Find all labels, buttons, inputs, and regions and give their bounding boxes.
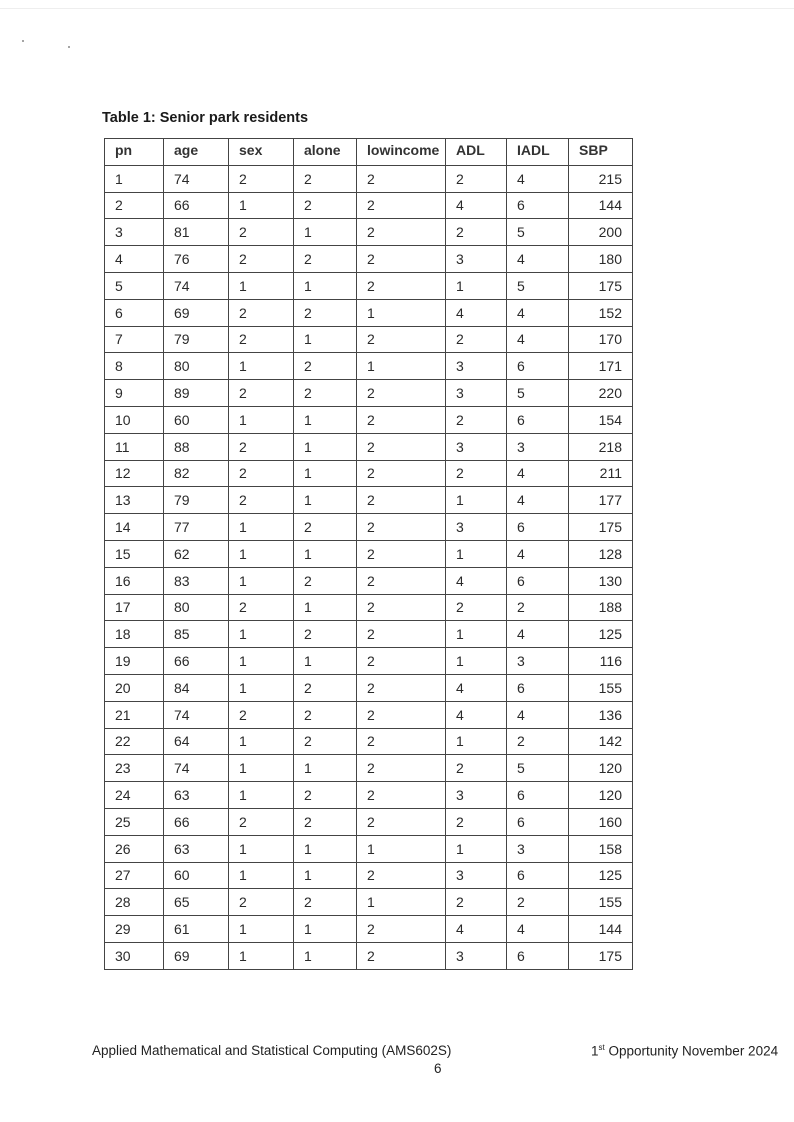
cell-lowincome: 1 xyxy=(357,835,446,862)
cell-lowincome: 2 xyxy=(357,326,446,353)
table-row xyxy=(105,621,633,648)
cell-sbp: 220 xyxy=(569,380,633,407)
cell-sex: 2 xyxy=(229,165,294,192)
table-row xyxy=(105,326,633,353)
cell-sex: 2 xyxy=(229,433,294,460)
cell-pn: 11 xyxy=(105,433,164,460)
cell-age: 77 xyxy=(164,514,229,541)
cell-adl: 1 xyxy=(446,621,507,648)
cell-sbp: 188 xyxy=(569,594,633,621)
cell-sbp: 152 xyxy=(569,299,633,326)
cell-adl: 1 xyxy=(446,728,507,755)
cell-alone: 1 xyxy=(294,433,357,460)
cell-sbp: 200 xyxy=(569,219,633,246)
table-row xyxy=(105,728,633,755)
cell-sbp: 155 xyxy=(569,674,633,701)
cell-age: 66 xyxy=(164,808,229,835)
cell-sex: 1 xyxy=(229,353,294,380)
cell-alone: 1 xyxy=(294,460,357,487)
table-row xyxy=(105,514,633,541)
cell-age: 60 xyxy=(164,862,229,889)
cell-alone: 1 xyxy=(294,406,357,433)
cell-pn: 13 xyxy=(105,487,164,514)
cell-pn: 24 xyxy=(105,782,164,809)
cell-age: 81 xyxy=(164,219,229,246)
cell-adl: 4 xyxy=(446,674,507,701)
cell-sbp: 177 xyxy=(569,487,633,514)
cell-sex: 1 xyxy=(229,862,294,889)
cell-iadl: 4 xyxy=(507,165,569,192)
cell-lowincome: 2 xyxy=(357,540,446,567)
cell-age: 69 xyxy=(164,299,229,326)
cell-age: 74 xyxy=(164,701,229,728)
cell-alone: 2 xyxy=(294,299,357,326)
cell-lowincome: 2 xyxy=(357,246,446,273)
cell-alone: 2 xyxy=(294,380,357,407)
cell-lowincome: 2 xyxy=(357,219,446,246)
cell-lowincome: 2 xyxy=(357,567,446,594)
cell-lowincome: 2 xyxy=(357,916,446,943)
table-row xyxy=(105,460,633,487)
cell-age: 64 xyxy=(164,728,229,755)
cell-sex: 1 xyxy=(229,567,294,594)
cell-iadl: 4 xyxy=(507,487,569,514)
table-row xyxy=(105,487,633,514)
cell-adl: 2 xyxy=(446,755,507,782)
cell-lowincome: 2 xyxy=(357,594,446,621)
cell-age: 69 xyxy=(164,942,229,969)
cell-age: 76 xyxy=(164,246,229,273)
table-caption: Table 1: Senior park residents xyxy=(102,110,309,126)
cell-lowincome: 2 xyxy=(357,406,446,433)
cell-pn: 2 xyxy=(105,192,164,219)
cell-sbp: 130 xyxy=(569,567,633,594)
table-row xyxy=(105,353,633,380)
table-row xyxy=(105,648,633,675)
cell-sbp: 215 xyxy=(569,165,633,192)
cell-sbp: 144 xyxy=(569,916,633,943)
cell-lowincome: 2 xyxy=(357,460,446,487)
cell-sbp: 175 xyxy=(569,272,633,299)
cell-lowincome: 2 xyxy=(357,433,446,460)
cell-lowincome: 2 xyxy=(357,514,446,541)
cell-alone: 2 xyxy=(294,246,357,273)
cell-adl: 4 xyxy=(446,916,507,943)
cell-lowincome: 2 xyxy=(357,808,446,835)
column-header-adl: ADL xyxy=(446,139,507,166)
cell-iadl: 6 xyxy=(507,514,569,541)
cell-iadl: 3 xyxy=(507,835,569,862)
cell-sbp: 160 xyxy=(569,808,633,835)
cell-pn: 8 xyxy=(105,353,164,380)
cell-lowincome: 1 xyxy=(357,353,446,380)
cell-pn: 3 xyxy=(105,219,164,246)
cell-lowincome: 2 xyxy=(357,782,446,809)
cell-iadl: 2 xyxy=(507,728,569,755)
cell-iadl: 6 xyxy=(507,567,569,594)
table-header-row xyxy=(105,139,633,166)
cell-alone: 1 xyxy=(294,755,357,782)
cell-iadl: 5 xyxy=(507,380,569,407)
cell-age: 83 xyxy=(164,567,229,594)
table-row xyxy=(105,192,633,219)
cell-pn: 9 xyxy=(105,380,164,407)
cell-sbp: 125 xyxy=(569,621,633,648)
cell-lowincome: 2 xyxy=(357,674,446,701)
cell-iadl: 5 xyxy=(507,755,569,782)
cell-pn: 25 xyxy=(105,808,164,835)
cell-age: 63 xyxy=(164,782,229,809)
cell-sex: 1 xyxy=(229,540,294,567)
cell-pn: 5 xyxy=(105,272,164,299)
cell-lowincome: 1 xyxy=(357,889,446,916)
cell-alone: 2 xyxy=(294,353,357,380)
cell-sex: 1 xyxy=(229,782,294,809)
cell-sbp: 120 xyxy=(569,755,633,782)
cell-sex: 2 xyxy=(229,246,294,273)
cell-iadl: 4 xyxy=(507,326,569,353)
cell-sbp: 180 xyxy=(569,246,633,273)
cell-pn: 16 xyxy=(105,567,164,594)
table-row xyxy=(105,433,633,460)
cell-iadl: 3 xyxy=(507,433,569,460)
cell-sbp: 170 xyxy=(569,326,633,353)
cell-age: 66 xyxy=(164,192,229,219)
cell-lowincome: 2 xyxy=(357,487,446,514)
cell-iadl: 4 xyxy=(507,916,569,943)
cell-iadl: 6 xyxy=(507,406,569,433)
cell-pn: 17 xyxy=(105,594,164,621)
cell-iadl: 6 xyxy=(507,862,569,889)
cell-pn: 20 xyxy=(105,674,164,701)
cell-adl: 3 xyxy=(446,942,507,969)
table-row xyxy=(105,701,633,728)
cell-alone: 2 xyxy=(294,782,357,809)
cell-pn: 26 xyxy=(105,835,164,862)
cell-adl: 2 xyxy=(446,165,507,192)
cell-alone: 1 xyxy=(294,272,357,299)
cell-age: 60 xyxy=(164,406,229,433)
table-row xyxy=(105,674,633,701)
cell-adl: 2 xyxy=(446,460,507,487)
cell-sex: 2 xyxy=(229,594,294,621)
column-header-iadl: IADL xyxy=(507,139,569,166)
cell-lowincome: 2 xyxy=(357,621,446,648)
cell-iadl: 4 xyxy=(507,621,569,648)
cell-pn: 18 xyxy=(105,621,164,648)
cell-iadl: 5 xyxy=(507,272,569,299)
cell-sex: 1 xyxy=(229,272,294,299)
cell-sex: 1 xyxy=(229,648,294,675)
cell-pn: 22 xyxy=(105,728,164,755)
page-number: 6 xyxy=(434,1061,442,1076)
opportunity-text: Opportunity November 2024 xyxy=(604,1043,779,1059)
cell-adl: 3 xyxy=(446,433,507,460)
table-row xyxy=(105,567,633,594)
cell-sex: 2 xyxy=(229,219,294,246)
cell-adl: 3 xyxy=(446,514,507,541)
cell-lowincome: 2 xyxy=(357,728,446,755)
cell-age: 80 xyxy=(164,353,229,380)
table-row xyxy=(105,272,633,299)
cell-iadl: 6 xyxy=(507,942,569,969)
cell-iadl: 2 xyxy=(507,594,569,621)
table-row xyxy=(105,406,633,433)
cell-iadl: 6 xyxy=(507,782,569,809)
scan-speck xyxy=(68,46,70,48)
cell-sbp: 155 xyxy=(569,889,633,916)
cell-lowincome: 2 xyxy=(357,192,446,219)
cell-age: 61 xyxy=(164,916,229,943)
cell-sex: 2 xyxy=(229,808,294,835)
column-header-sbp: SBP xyxy=(569,139,633,166)
cell-alone: 1 xyxy=(294,540,357,567)
scan-edge-line xyxy=(0,8,794,9)
cell-lowincome: 2 xyxy=(357,165,446,192)
cell-age: 74 xyxy=(164,755,229,782)
cell-adl: 2 xyxy=(446,889,507,916)
cell-adl: 1 xyxy=(446,835,507,862)
cell-sbp: 136 xyxy=(569,701,633,728)
cell-adl: 1 xyxy=(446,648,507,675)
cell-age: 82 xyxy=(164,460,229,487)
cell-lowincome: 2 xyxy=(357,380,446,407)
cell-iadl: 6 xyxy=(507,353,569,380)
cell-adl: 1 xyxy=(446,540,507,567)
cell-iadl: 3 xyxy=(507,648,569,675)
cell-adl: 2 xyxy=(446,594,507,621)
cell-pn: 27 xyxy=(105,862,164,889)
table-row xyxy=(105,808,633,835)
cell-lowincome: 2 xyxy=(357,942,446,969)
cell-sex: 1 xyxy=(229,942,294,969)
cell-sex: 1 xyxy=(229,728,294,755)
column-header-age: age xyxy=(164,139,229,166)
cell-iadl: 6 xyxy=(507,674,569,701)
cell-lowincome: 2 xyxy=(357,272,446,299)
cell-sex: 2 xyxy=(229,701,294,728)
cell-adl: 2 xyxy=(446,219,507,246)
cell-alone: 2 xyxy=(294,514,357,541)
cell-adl: 4 xyxy=(446,192,507,219)
cell-sbp: 120 xyxy=(569,782,633,809)
cell-iadl: 4 xyxy=(507,460,569,487)
cell-pn: 6 xyxy=(105,299,164,326)
cell-iadl: 6 xyxy=(507,192,569,219)
cell-lowincome: 2 xyxy=(357,755,446,782)
cell-sex: 1 xyxy=(229,835,294,862)
cell-pn: 1 xyxy=(105,165,164,192)
cell-alone: 2 xyxy=(294,701,357,728)
cell-alone: 2 xyxy=(294,808,357,835)
table-row xyxy=(105,165,633,192)
cell-alone: 2 xyxy=(294,567,357,594)
cell-age: 85 xyxy=(164,621,229,648)
cell-alone: 1 xyxy=(294,487,357,514)
table-row xyxy=(105,540,633,567)
cell-pn: 7 xyxy=(105,326,164,353)
column-header-pn: pn xyxy=(105,139,164,166)
cell-pn: 19 xyxy=(105,648,164,675)
footer-opportunity xyxy=(591,1043,794,1059)
cell-sex: 1 xyxy=(229,755,294,782)
cell-age: 79 xyxy=(164,487,229,514)
cell-lowincome: 1 xyxy=(357,299,446,326)
cell-adl: 2 xyxy=(446,406,507,433)
cell-pn: 28 xyxy=(105,889,164,916)
senior-park-residents-table xyxy=(104,138,633,970)
cell-sbp: 125 xyxy=(569,862,633,889)
cell-iadl: 4 xyxy=(507,246,569,273)
cell-sex: 1 xyxy=(229,621,294,648)
cell-adl: 2 xyxy=(446,808,507,835)
cell-alone: 1 xyxy=(294,862,357,889)
cell-age: 65 xyxy=(164,889,229,916)
cell-adl: 1 xyxy=(446,272,507,299)
cell-pn: 4 xyxy=(105,246,164,273)
table-row xyxy=(105,916,633,943)
cell-alone: 1 xyxy=(294,648,357,675)
table-row xyxy=(105,782,633,809)
column-header-sex: sex xyxy=(229,139,294,166)
cell-sex: 2 xyxy=(229,299,294,326)
cell-sbp: 154 xyxy=(569,406,633,433)
cell-alone: 2 xyxy=(294,165,357,192)
cell-age: 84 xyxy=(164,674,229,701)
table-row xyxy=(105,299,633,326)
cell-pn: 30 xyxy=(105,942,164,969)
cell-iadl: 4 xyxy=(507,540,569,567)
cell-sbp: 218 xyxy=(569,433,633,460)
cell-alone: 1 xyxy=(294,916,357,943)
cell-sex: 1 xyxy=(229,192,294,219)
cell-sbp: 142 xyxy=(569,728,633,755)
cell-pn: 10 xyxy=(105,406,164,433)
cell-pn: 14 xyxy=(105,514,164,541)
cell-lowincome: 2 xyxy=(357,862,446,889)
cell-sex: 2 xyxy=(229,380,294,407)
cell-adl: 4 xyxy=(446,567,507,594)
table-row xyxy=(105,889,633,916)
cell-sbp: 175 xyxy=(569,514,633,541)
cell-sbp: 211 xyxy=(569,460,633,487)
cell-sbp: 175 xyxy=(569,942,633,969)
column-header-alone: alone xyxy=(294,139,357,166)
table-row xyxy=(105,942,633,969)
cell-sex: 1 xyxy=(229,916,294,943)
table-row xyxy=(105,246,633,273)
cell-age: 62 xyxy=(164,540,229,567)
cell-adl: 3 xyxy=(446,246,507,273)
cell-adl: 3 xyxy=(446,380,507,407)
cell-alone: 1 xyxy=(294,219,357,246)
cell-iadl: 5 xyxy=(507,219,569,246)
cell-adl: 4 xyxy=(446,299,507,326)
table-row xyxy=(105,219,633,246)
cell-pn: 21 xyxy=(105,701,164,728)
cell-adl: 1 xyxy=(446,487,507,514)
scan-speck xyxy=(22,40,24,42)
cell-sex: 1 xyxy=(229,674,294,701)
cell-sex: 2 xyxy=(229,487,294,514)
cell-adl: 2 xyxy=(446,326,507,353)
cell-sex: 2 xyxy=(229,889,294,916)
cell-age: 88 xyxy=(164,433,229,460)
cell-age: 74 xyxy=(164,165,229,192)
cell-sex: 2 xyxy=(229,326,294,353)
cell-alone: 1 xyxy=(294,594,357,621)
cell-sbp: 116 xyxy=(569,648,633,675)
table-row xyxy=(105,862,633,889)
cell-pn: 15 xyxy=(105,540,164,567)
cell-alone: 2 xyxy=(294,192,357,219)
cell-adl: 3 xyxy=(446,782,507,809)
cell-pn: 12 xyxy=(105,460,164,487)
cell-sex: 2 xyxy=(229,460,294,487)
cell-sex: 1 xyxy=(229,514,294,541)
cell-age: 66 xyxy=(164,648,229,675)
opportunity-suffix: st xyxy=(598,1043,605,1052)
cell-age: 80 xyxy=(164,594,229,621)
cell-lowincome: 2 xyxy=(357,701,446,728)
table-row xyxy=(105,594,633,621)
cell-alone: 1 xyxy=(294,942,357,969)
cell-pn: 29 xyxy=(105,916,164,943)
cell-sex: 1 xyxy=(229,406,294,433)
cell-sbp: 158 xyxy=(569,835,633,862)
cell-alone: 2 xyxy=(294,621,357,648)
table-row xyxy=(105,380,633,407)
cell-sbp: 144 xyxy=(569,192,633,219)
cell-age: 74 xyxy=(164,272,229,299)
cell-alone: 2 xyxy=(294,889,357,916)
cell-iadl: 2 xyxy=(507,889,569,916)
cell-adl: 3 xyxy=(446,862,507,889)
opportunity-number: 1 xyxy=(591,1043,599,1059)
cell-alone: 1 xyxy=(294,835,357,862)
cell-age: 79 xyxy=(164,326,229,353)
cell-adl: 4 xyxy=(446,701,507,728)
cell-pn: 23 xyxy=(105,755,164,782)
cell-iadl: 4 xyxy=(507,701,569,728)
cell-sbp: 171 xyxy=(569,353,633,380)
cell-iadl: 6 xyxy=(507,808,569,835)
cell-alone: 1 xyxy=(294,326,357,353)
table-row xyxy=(105,755,633,782)
cell-age: 89 xyxy=(164,380,229,407)
cell-alone: 2 xyxy=(294,674,357,701)
cell-alone: 2 xyxy=(294,728,357,755)
cell-iadl: 4 xyxy=(507,299,569,326)
cell-sbp: 128 xyxy=(569,540,633,567)
cell-lowincome: 2 xyxy=(357,648,446,675)
column-header-lowincome: lowincome xyxy=(357,139,446,166)
cell-age: 63 xyxy=(164,835,229,862)
cell-adl: 3 xyxy=(446,353,507,380)
table-row xyxy=(105,835,633,862)
footer-course-title: Applied Mathematical and Statistical Computing (AMS602S) xyxy=(92,1043,452,1058)
